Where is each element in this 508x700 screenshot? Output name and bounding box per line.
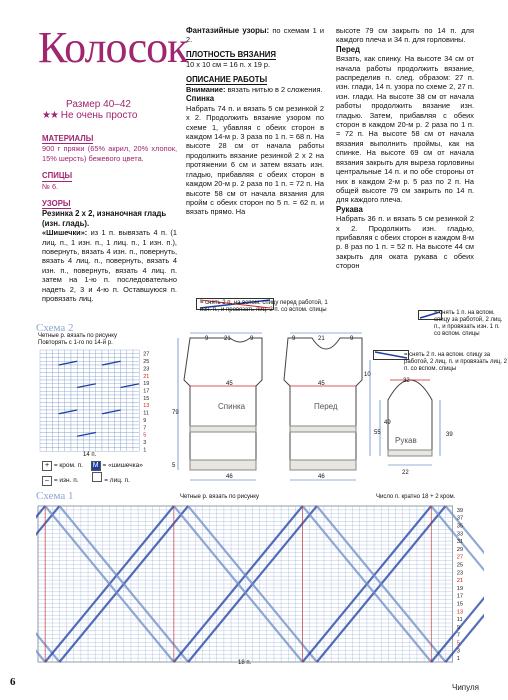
front-text: Вязать, как спинку. На высоте 34 см от начала работы продолжить вязание, распределив п. след. образом: 27 п. изн. глади, 14 п. узора по схеме 2, 27 п. изн. глади. На высоте 38 см от начала работы продолжить вязание изн. гладью. Затем, прибавляя с обеих сторон в каждом 20-м р. 2 раза по 1 п. = 72 п. На высоте 58 см от начала вязания выполнить проймы, как на спинке. На высоте 69 см от начала вязания закрыть для выреза горловины центральные 14 п. и по обе стороны от них в каждом 2-м р. 5 раз по 2 п. На общей высоте 79 см закрыть по 14 п. для каждого плеча.: [336, 54, 474, 205]
schema1-row-label: 33: [456, 531, 464, 538]
dim-back-45: 45: [226, 381, 233, 387]
schema2-row-label: 21: [143, 373, 150, 380]
front-title: Перед: [336, 44, 360, 54]
dim-back-top-left: 9: [205, 336, 209, 342]
schema1-row-label: 1: [456, 656, 460, 663]
purl-icon: –: [42, 476, 52, 486]
schema2-row-label: 1: [143, 447, 147, 454]
attention-label: Внимание:: [186, 85, 226, 95]
schema1-row-label: 21: [456, 578, 464, 585]
back-label: Спинка: [218, 402, 246, 411]
rib-title: Резинка 2 х 2, изнаночная гладь (изн. гладь).: [42, 209, 167, 228]
schema1-row-label: 27: [456, 554, 464, 561]
dim-back-top-right: 9: [250, 336, 254, 342]
fancy-title: Фантазийные узоры:: [186, 26, 270, 35]
schema2-row-label: 13: [143, 403, 150, 410]
sleeve-title: Рукава: [336, 204, 363, 214]
schema1-row-label: 35: [456, 523, 464, 530]
legend-bobble: = «шишечка»: [102, 462, 143, 469]
column-front: [336, 26, 474, 271]
schema1-row-label: 7: [456, 632, 460, 639]
legend-knit: = лиц. п.: [104, 477, 130, 484]
schema2-row-label: 15: [143, 395, 150, 402]
schema1-row-label: 37: [456, 515, 464, 522]
schema1-row-label: 3: [456, 648, 460, 655]
schema1-row-label: 25: [456, 562, 464, 569]
schema1-row-label: 13: [456, 609, 464, 616]
schema2-row-label: 23: [143, 366, 150, 373]
schema2-row-label: 27: [143, 351, 150, 358]
schema1-row-label: 39: [456, 507, 464, 514]
schema2-row-label: 7: [143, 425, 147, 432]
gauge-heading: ПЛОТНОСТЬ ВЯЗАНИЯ: [186, 49, 276, 59]
schema1-width: 18 п.: [238, 660, 252, 666]
dim-front-10: 10: [364, 372, 371, 378]
column-materials: [42, 126, 177, 304]
schema2-row-label: 11: [143, 410, 149, 417]
schema2-row-label: 17: [143, 388, 150, 395]
difficulty-stars: ★★: [42, 110, 58, 121]
fancy-text: по схемам 1 и 2.: [186, 26, 325, 45]
size-label: Размер 40–42: [66, 99, 131, 110]
dim-sleeve-49: 49: [384, 420, 391, 426]
schema1-title: Схема 1: [36, 490, 74, 502]
legend-purl: = изн. п.: [53, 477, 79, 484]
schema1-row-label: 23: [456, 570, 464, 577]
knit-icon: [92, 472, 102, 482]
garment-schematics: [170, 330, 470, 495]
schema2-row-label: 5: [143, 432, 147, 439]
schema1-row-label: 19: [456, 585, 464, 592]
front-label: Перед: [314, 402, 338, 411]
difficulty: [42, 110, 137, 121]
schema2-row-label: 19: [143, 381, 150, 388]
stitch-legend: [42, 460, 143, 487]
bobble-title: «Шишечки»:: [42, 228, 88, 238]
schema1-note: Четные р. вязать по рисунку: [180, 494, 259, 500]
schema2-title: Схема 2: [36, 322, 74, 334]
dim-sleeve-55: 55: [374, 430, 381, 436]
schema1-row-label: 31: [456, 539, 464, 546]
dim-front-top-right: 9: [350, 336, 354, 342]
schema2-row-label: 3: [143, 440, 147, 447]
schema2-note2: Повторять с 1-го по 14-й р.: [38, 340, 113, 346]
materials-text: 900 г пряжи (65% акрил, 20% хлопок, 15% шерсть) бежевого цвета.: [42, 144, 177, 163]
sleeve-label: Рукав: [395, 436, 417, 445]
sleeve-text: Набрать 36 п. и вязать 5 см резинкой 2 х 2. Продолжить изн. гладью, прибавляя с обеих сторон в каждом 8-м р. 8 раз по 1 п. = 52 п. На высоте 44 см закрыть для оката рукава с обеих сторон: [336, 214, 474, 271]
schema1-row-label: 29: [456, 546, 464, 553]
schema1-row-label: 11: [456, 617, 463, 624]
attention-text: вязать нитью в 2 сложения.: [227, 85, 323, 95]
materials-heading: МАТЕРИАЛЫ: [42, 134, 94, 143]
needles-text: № 6.: [42, 181, 59, 191]
needles-heading: СПИЦЫ: [42, 171, 73, 181]
schema1-row-label: 15: [456, 601, 464, 608]
dim-front-45: 45: [318, 381, 325, 387]
schema1-grid: [36, 504, 484, 664]
credit: Чипуля: [452, 683, 479, 692]
back-cont: высоте 79 см закрыть по 14 п. для каждого плеча и 34 п. для горловины.: [336, 26, 474, 45]
bobble-icon: M: [91, 461, 101, 471]
krom-icon: +: [42, 461, 52, 471]
dim-front-top-left: 9: [292, 336, 296, 342]
difficulty-label: Не очень просто: [60, 110, 138, 121]
legend-right-a: = снять 1 п. на вспом. спицу за работой, 2 лиц. п., и провязать изн. 1 п. со вспом. спицы: [434, 310, 503, 337]
dim-sleeve-22: 22: [402, 470, 409, 476]
legend-krom: = кром. п.: [53, 462, 83, 469]
schema2-note1: Четные р. вязать по рисунку: [38, 333, 117, 339]
dim-back-top-mid: 21: [224, 336, 231, 342]
dim-back-79: 79: [172, 410, 179, 416]
schema2-width: 14 п.: [83, 452, 97, 458]
patterns-heading: УЗОРЫ: [42, 199, 71, 209]
schema2-row-label: 25: [143, 359, 150, 366]
schema1-row-label: 5: [456, 640, 460, 647]
dim-front-top-mid: 21: [318, 336, 325, 342]
page-title: Колосок: [38, 23, 188, 72]
page-number: 6: [10, 676, 16, 688]
dim-back-46: 46: [226, 474, 233, 480]
schema1-row-label: 17: [456, 593, 464, 600]
legend-right-b: = снять 2 п. на вспом. спицу за работой, 2 лиц. п. и провязать лиц. 2 п. со вспом. спицы: [404, 352, 507, 372]
dim-front-46: 46: [318, 474, 325, 480]
dim-sleeve-39: 39: [446, 432, 453, 438]
schema2-row-label: 9: [143, 417, 147, 424]
work-heading: ОПИСАНИЕ РАБОТЫ: [186, 74, 268, 84]
column-work: [186, 26, 324, 217]
back-text: Набрать 74 п. и вязать 5 см резинкой 2 х 2. Продолжить вязание узором по схеме 1, убавляя с обеих сторон в каждом 14-м р. 3 раза по 1 п. = 68 п. На высоте 28 см от начала работы продолжить вязание резинкой 2 х 2 на протяжении 6 см и затем вязать изн. гладью, прибавляя с обеих сторон в каждом 20-м р. 2 раза по 1 п. = 72 п. На высоте 58 см от начала вязания для пройм с обеих сторон по 5 п. = 62 п. и вязать прямо. На: [186, 103, 324, 217]
schema2-grid: [38, 348, 158, 458]
dim-back-5: 5: [172, 463, 176, 469]
legend-top-text: = снять 2 п. на вспом. спицу перед работой, 1 изн. п., и провязать лиц. 2 п. со вспом. спицы: [200, 300, 328, 313]
dim-sleeve-32: 32: [403, 378, 410, 384]
bobble-text: из 1 п. вывязать 4 п. (1 лиц. п., 1 изн. п., 1 лиц. п., 1 изн. п.), повернуть, вязать 4 изн. п., повернуть, вязать 4 лиц. п., повернуть, вязать 4 изн. п., повернуть, вязать 4 лиц. п. затем на 1-ю п. последовательно надеть 2, 3 и 4-ю п. Оставшуюся п. провязать лиц.: [42, 228, 177, 304]
schema1-row-label: 9: [456, 624, 460, 631]
schema1-note2: Число п. кратно 18 + 2 кром.: [376, 494, 456, 500]
back-title: Спинка: [186, 94, 215, 104]
gauge-text: 10 х 10 см = 16 п. х 19 р.: [186, 60, 271, 70]
